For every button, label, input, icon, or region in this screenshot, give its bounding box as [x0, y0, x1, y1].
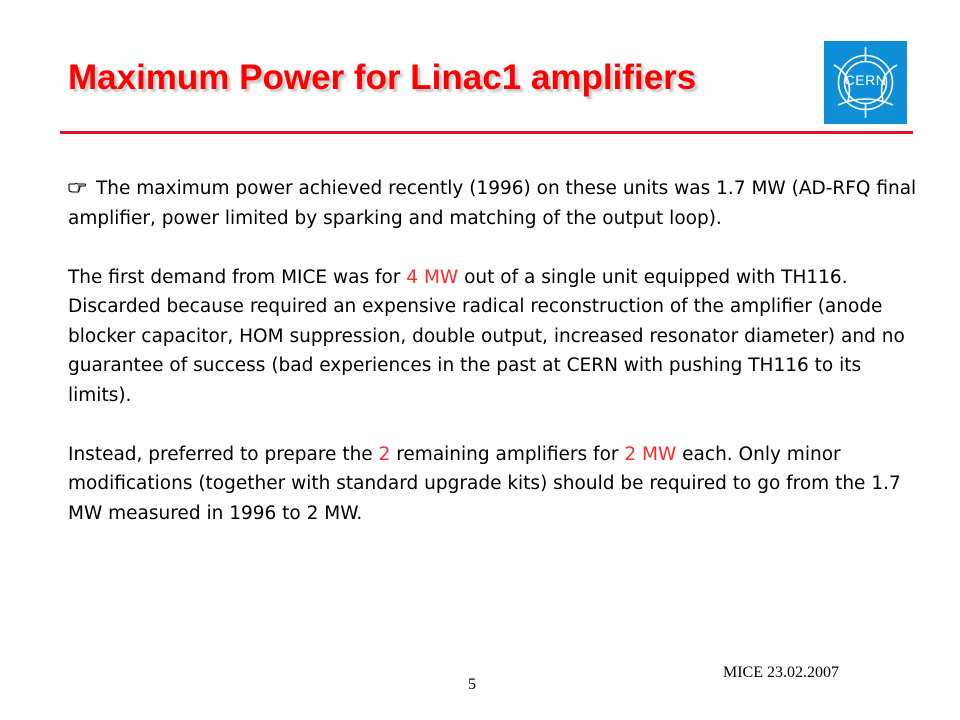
cern-logo	[824, 41, 907, 124]
footer-label: MICE 23.02.2007	[723, 664, 839, 681]
highlight-4mw: 4 MW	[406, 266, 459, 288]
paragraph-2-text-end: out of a single unit equipped with TH116. Discarded because required an expensive radical reconstruction of the amplifier (anode blocker capacitor, HOM suppression, double output, increased resonator diameter) and no guarantee of success (bad experiences in the past at CERN with pushing TH116 to its limits).	[68, 266, 905, 406]
paragraph-3	[68, 440, 928, 529]
highlight-2mw: 2 MW	[624, 443, 677, 465]
logo-text: CERN	[844, 72, 887, 88]
paragraph-2	[68, 263, 928, 411]
paragraph-1-text: The maximum power achieved recently (1996) on these units was 1.7 MW (AD-RFQ final amplifier, power limited by sparking and matching of the output loop).	[68, 178, 917, 229]
title-divider	[60, 131, 913, 134]
page-number: 5	[468, 676, 476, 693]
paragraph-3-text-end: each. Only minor modifications (together with standard upgrade kits) should be required to go from the 1.7 MW measured in 1996 to 2 MW.	[68, 443, 901, 524]
paragraph-3-text-start: Instead, preferred to prepare the	[68, 443, 379, 465]
paragraph-2-text-start: The first demand from MICE was for	[68, 266, 407, 288]
paragraph-3-text-middle: remaining amplifiers for	[390, 443, 625, 465]
highlight-2: 2	[378, 443, 391, 465]
paragraph-1	[68, 174, 928, 233]
slide-title: Maximum Power for Linac1 amplifiers	[68, 58, 697, 97]
slide-body	[68, 174, 928, 558]
pointing-hand-icon	[68, 174, 86, 204]
